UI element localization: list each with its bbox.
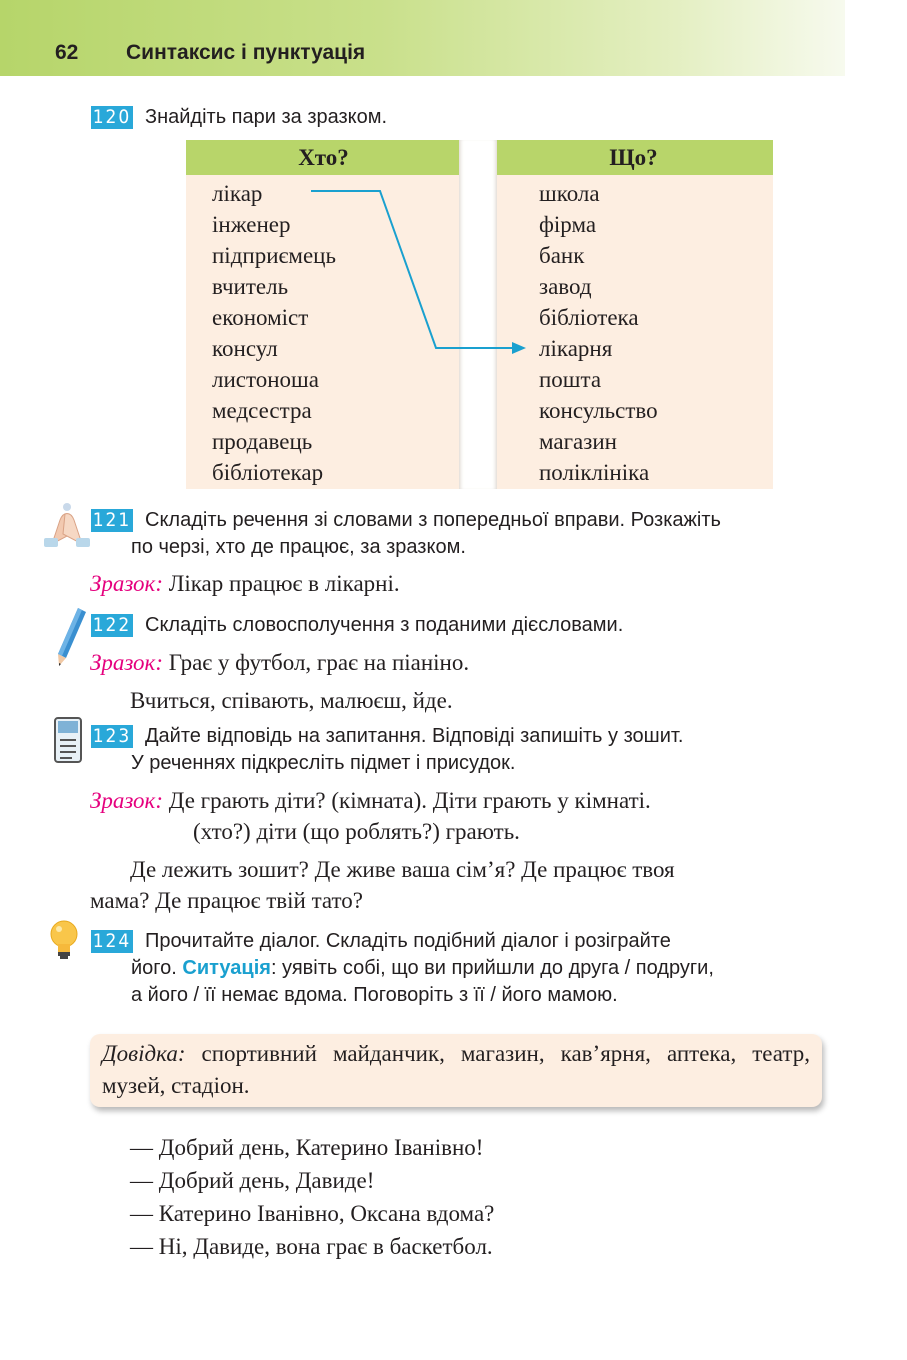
instruction-line: Прочитайте діалог. Складіть подібний діалог і розіграйте — [145, 930, 671, 952]
list-item: фірма — [539, 212, 597, 237]
exercise-122-instruction: Складіть словосполучення з поданими дієсловами. — [145, 614, 624, 636]
dialog-line: — Добрий день, Давиде! — [130, 1168, 375, 1193]
exercise-123-questions — [90, 854, 822, 916]
list-item: магазин — [539, 429, 617, 454]
instruction-line: а його / її немає вдома. Поговоріть з її / його мамою. — [131, 984, 618, 1006]
list-item: листоноша — [212, 367, 319, 392]
sample-text: Лікар працює в лікарні. — [162, 571, 400, 596]
list-item: медсестра — [212, 398, 312, 423]
dialog-line: — Катерино Іванівно, Оксана вдома? — [130, 1201, 495, 1226]
list-item: поліклініка — [539, 460, 650, 485]
list-item: підприємець — [212, 243, 336, 268]
exercise-124-instruction — [131, 928, 822, 1009]
situation-word: Ситуація — [182, 957, 271, 979]
exercise-number-123: 123 — [92, 725, 132, 747]
sample-label: Зразок: — [90, 650, 163, 675]
exercise-121-sample — [90, 568, 400, 599]
instruction-line: Дайте відповідь на запитання. Відповіді запишіть у зошит. — [145, 725, 684, 747]
exercise-number-121: 121 — [92, 509, 132, 531]
instruction-line: по черзі, хто де працює, за зразком. — [131, 536, 466, 558]
instruction-line — [131, 955, 822, 982]
exercise-121-instruction — [131, 507, 822, 561]
list-item: бібліотека — [539, 305, 639, 330]
hint-text — [102, 1038, 810, 1102]
table-header-what: Що? — [494, 140, 773, 175]
list-item: продавець — [212, 429, 313, 454]
instruction-text: : уявіть собі, що ви прийшли до друга / подруги, — [270, 957, 714, 979]
table-header-who: Хто? — [186, 140, 461, 175]
pencil-icon — [54, 606, 90, 668]
hint-words: спортивний майданчик, магазин, кав’ярня, аптека, театр, музей, стадіон. — [102, 1041, 810, 1098]
list-item: інженер — [212, 212, 291, 237]
question-line: Де лежить зошит? Де живе ваша сім’я? Де працює твоя — [130, 857, 675, 882]
list-item: завод — [539, 274, 592, 299]
sample-label: Зразок: — [90, 571, 163, 596]
dialog-line: — Ні, Давиде, вона грає в баскетбол. — [130, 1234, 493, 1259]
list-item: лікарня — [539, 336, 613, 361]
sample-label: Зразок: — [90, 788, 163, 813]
notebook-icon — [52, 716, 84, 764]
lightbulb-icon — [46, 918, 82, 962]
list-item: банк — [539, 243, 585, 268]
sample-text: Грає у футбол, грає на піаніно. — [162, 650, 470, 675]
exercise-123-sample-analysis: (хто?) діти (що роблять?) грають. — [193, 819, 520, 844]
hint-label: Довідка: — [102, 1041, 186, 1066]
exercise-123-instruction — [131, 723, 822, 777]
list-item: бібліотекар — [212, 460, 324, 485]
list-item: консульство — [539, 398, 658, 423]
exercise-122-sample — [90, 647, 469, 678]
list-item: пошта — [539, 367, 602, 392]
dialog-line: — Добрий день, Катерино Іванівно! — [130, 1135, 484, 1160]
hint-box — [90, 1034, 822, 1107]
list-item: економіст — [212, 305, 309, 330]
list-item: лікар — [212, 181, 263, 206]
page-number: 62 — [55, 41, 79, 64]
list-item: консул — [212, 336, 278, 361]
hands-icon — [42, 500, 92, 550]
exercise-number-120: 120 — [92, 106, 132, 128]
section-title: Синтаксис і пунктуація — [126, 41, 366, 64]
exercise-number-122: 122 — [92, 614, 132, 636]
exercise-123-sample — [90, 785, 651, 816]
instruction-line: У реченнях підкресліть підмет і присудок. — [131, 752, 516, 774]
list-item: школа — [539, 181, 600, 206]
exercise-number-124: 124 — [92, 930, 132, 952]
arrow-icon — [0, 0, 907, 520]
dialog — [130, 1131, 494, 1263]
exercise-120-instruction: Знайдіть пари за зразком. — [145, 106, 388, 128]
list-item: вчитель — [212, 274, 289, 299]
sample-text: Де грають діти? (кімната). Діти грають у кімнаті. — [162, 788, 651, 813]
exercise-122-verbs: Вчиться, співають, малюєш, йде. — [130, 688, 453, 713]
instruction-line: Складіть речення зі словами з попередньої вправи. Розкажіть — [145, 509, 721, 531]
instruction-text: його. — [131, 957, 183, 979]
question-line: мама? Де працює твій тато? — [90, 888, 363, 913]
